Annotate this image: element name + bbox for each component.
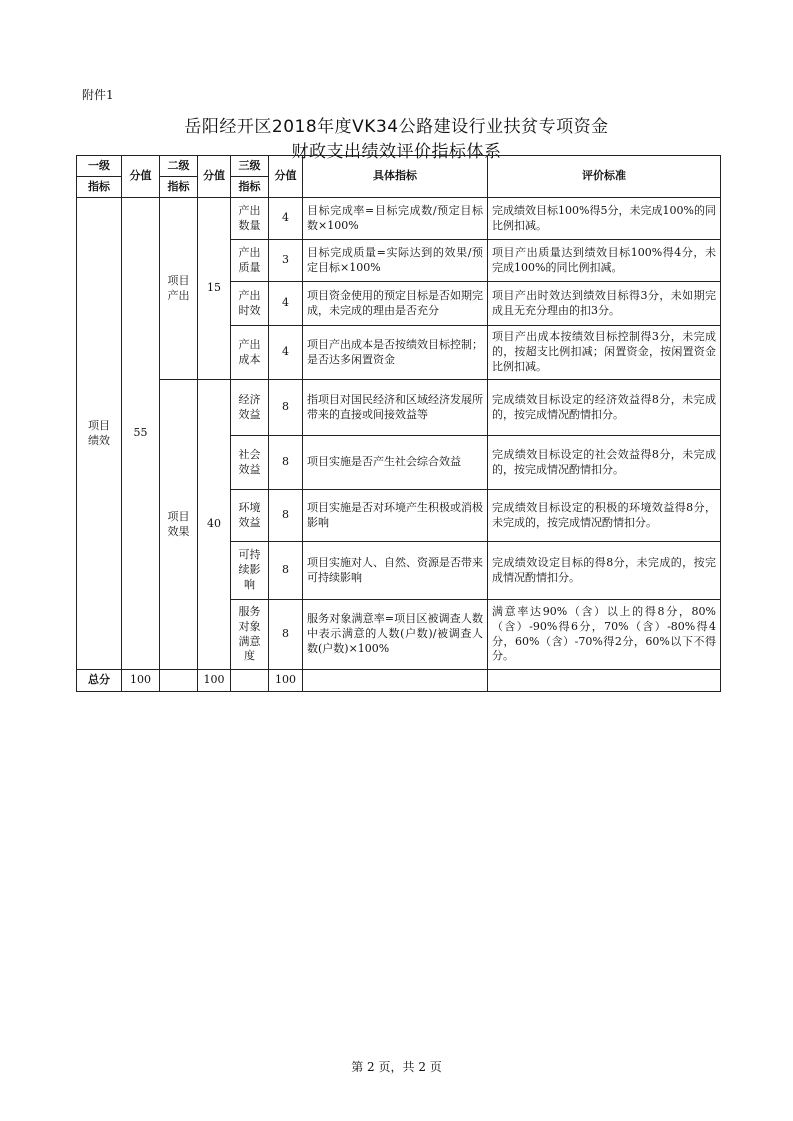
total-score1: 100 (122, 670, 160, 692)
row-criteria: 满意率达90%（含）以上的得8分，80%（含）-90%得6分，70%（含）-80%得4分，60%（含）-70%得2分，60%以下不得分。 (488, 600, 721, 670)
header-score3: 分值 (269, 156, 303, 198)
row-criteria: 完成绩效设定目标的得8分，未完成的，按完成情况酌情扣分。 (488, 542, 721, 600)
row-name-cell (231, 240, 269, 282)
row-criteria: 项目产出时效达到绩效目标得3分，未如期完成且无充分理由的扣3分。 (488, 282, 721, 326)
header-row-top (77, 156, 721, 177)
row-indicator: 目标完成质量=实际达到的效果/预定目标×100% (303, 240, 488, 282)
header-score2: 分值 (198, 156, 231, 198)
row-score: 8 (269, 600, 303, 670)
group-name: 项目效果 (167, 509, 190, 538)
group-name: 项目产出 (167, 273, 190, 302)
header-level1-bottom: 指标 (77, 177, 122, 198)
group-name-cell (160, 198, 198, 380)
header-level1-top: 一级 (77, 156, 122, 177)
row-indicator: 指项目对国民经济和区域经济发展所带来的直接或间接效益等 (303, 380, 488, 436)
row-indicator: 目标完成率=目标完成数/预定目标数×100% (303, 198, 488, 240)
group-name-cell (160, 380, 198, 670)
group-score: 40 (198, 380, 231, 670)
row-name-cell (231, 326, 269, 380)
table-row (77, 380, 721, 436)
row-score: 8 (269, 380, 303, 436)
header-level2-top: 二级 (160, 156, 198, 177)
header-level3-top: 三级 (231, 156, 269, 177)
table-row (77, 198, 721, 240)
row-indicator: 项目产出成本是否按绩效目标控制；是否达多闲置资金 (303, 326, 488, 380)
row-criteria: 完成绩效目标设定的积极的环境效益得8分，未完成的，按完成情况酌情扣分。 (488, 490, 721, 542)
header-criteria: 评价标准 (488, 156, 721, 198)
total-score2: 100 (198, 670, 231, 692)
page-footer: 第 2 页，共 2 页 (351, 1060, 442, 1074)
row-indicator: 项目实施是否产生社会综合效益 (303, 436, 488, 490)
row-criteria: 项目产出成本按绩效目标控制得3分，未完成的，按超支比例扣减；闲置资金，按闲置资金比例扣减。 (488, 326, 721, 380)
row-name: 产出时效 (238, 288, 261, 317)
total-label: 总分 (77, 670, 122, 692)
indicator-table (76, 155, 721, 692)
group-score: 15 (198, 198, 231, 380)
row-score: 3 (269, 240, 303, 282)
row-name-cell (231, 542, 269, 600)
row-score: 8 (269, 436, 303, 490)
row-name: 可持续影响 (238, 548, 261, 591)
level1-name: 项目绩效 (88, 418, 110, 447)
header-level3-bottom: 指标 (231, 177, 269, 198)
empty-cell (231, 670, 269, 692)
row-score: 4 (269, 282, 303, 326)
attachment-label: 附件1 (82, 88, 114, 102)
level1-name-cell (77, 198, 122, 670)
empty-cell (160, 670, 198, 692)
row-name: 产出数量 (238, 203, 261, 232)
header-score1: 分值 (122, 156, 160, 198)
row-name-cell (231, 380, 269, 436)
row-indicator: 项目资金使用的预定目标是否如期完成，未完成的理由是否充分 (303, 282, 488, 326)
total-row (77, 670, 721, 692)
row-name: 产出质量 (238, 245, 261, 274)
row-name-cell (231, 490, 269, 542)
row-score: 8 (269, 542, 303, 600)
row-score: 4 (269, 198, 303, 240)
header-level2-bottom: 指标 (160, 177, 198, 198)
row-name-cell (231, 198, 269, 240)
row-name: 经济效益 (238, 392, 261, 421)
row-name-cell (231, 282, 269, 326)
header-indicator: 具体指标 (303, 156, 488, 198)
row-criteria: 完成绩效目标设定的社会效益得8分，未完成的，按完成情况酌情扣分。 (488, 436, 721, 490)
empty-cell (488, 670, 721, 692)
row-indicator: 项目实施是否对环境产生积极或消极影响 (303, 490, 488, 542)
document-title-line1: 岳阳经开区2018年度VK34公路建设行业扶贫专项资金 (184, 117, 609, 137)
row-name-cell (231, 600, 269, 670)
row-criteria: 项目产出质量达到绩效目标100%得4分，未完成100%的同比例扣减。 (488, 240, 721, 282)
row-name: 社会效益 (238, 447, 261, 476)
row-indicator: 服务对象满意率=项目区被调查人数中表示满意的人数(户数)/被调查人数(户数)×100% (303, 600, 488, 670)
total-score3: 100 (269, 670, 303, 692)
row-score: 8 (269, 490, 303, 542)
row-score: 4 (269, 326, 303, 380)
document-title-line2: 财政支出绩效评价指标体系 (291, 142, 502, 162)
row-name: 服务对象满意度 (238, 604, 261, 663)
row-indicator: 项目实施对人、自然、资源是否带来可持续影响 (303, 542, 488, 600)
row-name: 产出成本 (238, 337, 261, 366)
level1-score: 55 (122, 198, 160, 670)
row-criteria: 完成绩效目标设定的经济效益得8分，未完成的，按完成情况酌情扣分。 (488, 380, 721, 436)
row-name: 环境效益 (238, 500, 261, 529)
row-name-cell (231, 436, 269, 490)
row-criteria: 完成绩效目标100%得5分，未完成100%的同比例扣减。 (488, 198, 721, 240)
empty-cell (303, 670, 488, 692)
